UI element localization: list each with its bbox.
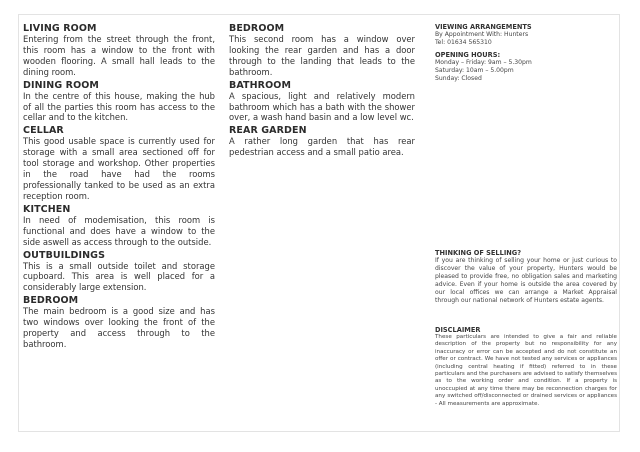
room-outbuildings xyxy=(23,250,215,294)
room-kitchen xyxy=(23,204,215,248)
hours-weekday: Monday – Friday: 9am – 5.30pm xyxy=(435,59,532,66)
disclaimer-title: DISCLAIMER xyxy=(435,326,481,334)
room-title: REAR GARDEN xyxy=(229,125,307,137)
middle-column xyxy=(229,23,415,160)
room-description: This good usable space is currently used for storage with a small area sectioned off for tool storage and workshop. Other properties in the road have had the rooms professionally tanked to be used as an extra reception room. xyxy=(23,136,215,201)
room-title: BEDROOM xyxy=(229,23,285,34)
left-column xyxy=(23,23,215,352)
room-second-bedroom xyxy=(229,23,415,78)
room-description: Entering from the street through the front, this room has a window to the front with wooden flooring. A small hall leads to the dining room. xyxy=(23,34,215,77)
room-main-bedroom xyxy=(23,295,215,350)
room-title: BEDROOM xyxy=(23,295,79,307)
hours-sunday: Sunday: Closed xyxy=(435,75,482,82)
disclaimer-text: These particulars are intended to give a fair and reliable description of the property but no responsibility for any inaccuracy or error can be accepted and do not constitute an offer or contract. We have not tested any services or appliances (including central heating if fitted) referred to in these particulars and the purchasers are advised to satisfy themselves as to the working order and condition. If a property is unoccupied at any time there may be reconnection charges for any switched off/disconnected or drained services or appliances - All measurements are approximate. xyxy=(435,334,617,407)
room-rear-garden xyxy=(229,125,415,158)
thinking-of-selling xyxy=(435,249,617,305)
viewing-title: VIEWING ARRANGEMENTS xyxy=(435,23,532,31)
viewing-appointment: By Appointment With: Hunters xyxy=(435,31,529,38)
room-title: CELLAR xyxy=(23,125,64,137)
room-title: BATHROOM xyxy=(229,79,292,91)
room-title: OUTBUILDINGS xyxy=(23,249,106,261)
room-description: This is a small outside toilet and storage cupboard. This area is well placed for a considerably large extension. xyxy=(23,260,215,293)
room-bathroom xyxy=(229,80,415,124)
opening-hours-title: OPENING HOURS: xyxy=(435,51,501,59)
viewing-phone: Tel: 01634 565310 xyxy=(435,39,492,46)
room-title: DINING ROOM xyxy=(23,79,99,91)
room-description: A rather long garden that has rear pedestrian access and a small patio area. xyxy=(229,136,415,158)
hours-saturday: Saturday: 10am – 5.00pm xyxy=(435,67,514,74)
room-title: KITCHEN xyxy=(23,203,71,215)
room-dining-room xyxy=(23,80,215,124)
selling-text: If you are thinking of selling your home or just curious to discover the value of your property, Hunters would be pleased to provide free, no obligation sales and marketing advice. Even if your home is outside the area covered by our local offices we can arrange a Market Appraisal through our national network of Hunters estate agents. xyxy=(435,257,617,304)
room-description: The main bedroom is a good size and has two windows over looking the front of the property and access through to the bathroom. xyxy=(23,306,215,349)
room-cellar xyxy=(23,125,215,201)
room-description: In the centre of this house, making the hub of all the parties this room has access to the cellar and to the kitchen. xyxy=(23,90,215,123)
room-description: A spacious, light and relatively modern bathroom which has a bath with the shower over, a wash hand basin and a low level wc. xyxy=(229,90,415,123)
viewing-arrangements xyxy=(435,23,617,83)
room-living-room xyxy=(23,23,215,78)
selling-title: THINKING OF SELLING? xyxy=(435,249,522,257)
room-description: This second room has a window over looking the rear garden and has a door through to the landing that leads to the bathroom. xyxy=(229,34,415,77)
room-description: In need of modemisation, this room is functional and does have a window to the side aswell as access through to the outside. xyxy=(23,214,215,247)
disclaimer xyxy=(435,326,617,408)
brochure-page xyxy=(18,14,620,432)
room-title: LIVING ROOM xyxy=(23,23,97,34)
